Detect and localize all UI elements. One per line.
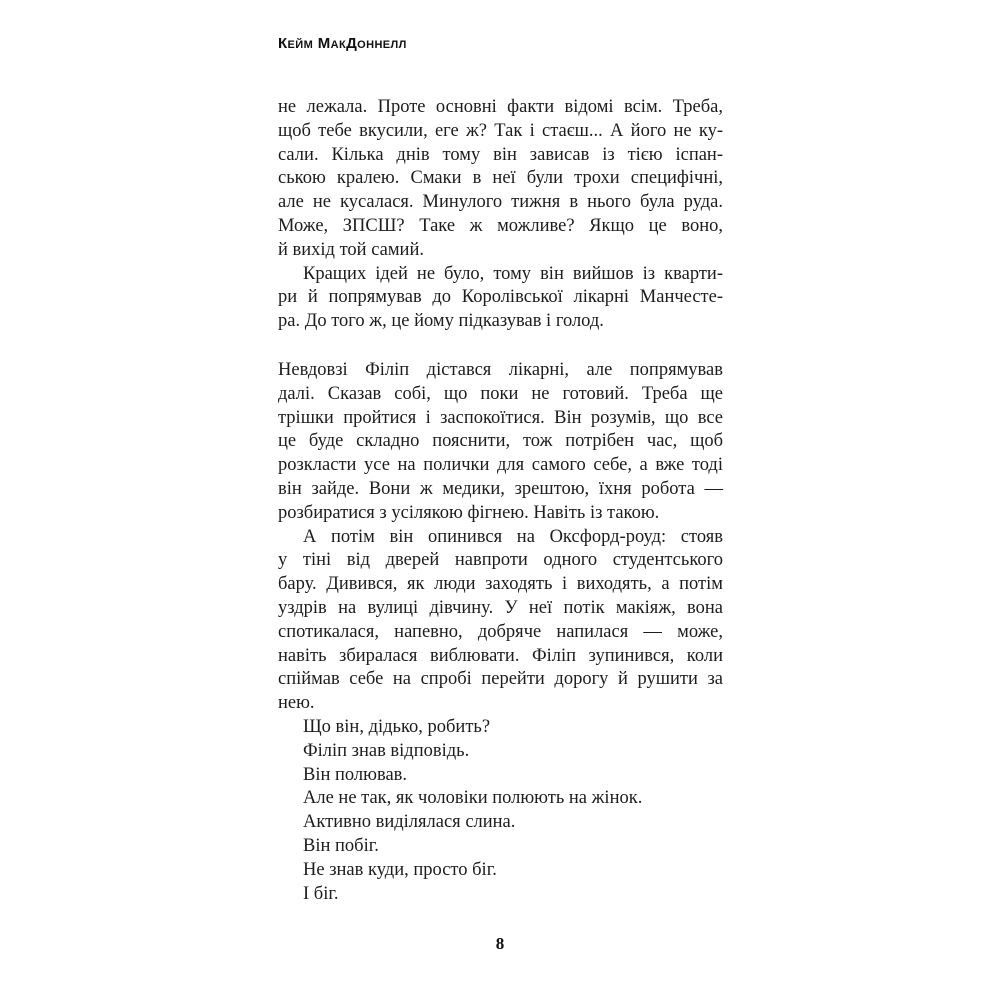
text-line: щоб тебе вкусили, еге ж? Так і стаєш... А його не ку- xyxy=(278,120,723,141)
text-line: Філіп знав відповідь. xyxy=(303,740,470,761)
text-line: Що він, дідько, робить? xyxy=(303,716,491,737)
text-line: ською кралею. Смаки в неї були трохи специфічні, xyxy=(278,168,723,189)
text-line: І біг. xyxy=(303,883,339,904)
text-line: сали. Кілька днів тому він зависав із тією іспан- xyxy=(278,144,723,165)
text-line: трішки пройтися і заспокоїтися. Він розумів, що все xyxy=(278,407,723,428)
page-number: 8 xyxy=(495,934,505,953)
text-line: бару. Дивився, як люди заходять і виходять, а потім xyxy=(278,574,723,595)
text-line: але не кусалася. Минулого тижня в нього була руда. xyxy=(278,192,723,213)
text-line: ра. До того ж, це йому підказував і голод. xyxy=(278,311,604,332)
text-line: Він полював. xyxy=(303,764,408,785)
text-line: не лежала. Проте основні факти відомі всім. Треба, xyxy=(278,97,723,117)
text-line: Невдовзі Філіп дістався лікарні, але попрямував xyxy=(278,359,723,380)
text-line: навіть збиралася виблювати. Філіп зупинився, коли xyxy=(278,645,723,666)
text-line: й вихід той самий. xyxy=(278,239,424,260)
text-line: нею. xyxy=(278,693,315,714)
text-line: розкласти усе на полички для самого себе, а вже тоді xyxy=(278,455,723,476)
text-line: він зайде. Вони ж медики, зрештою, їхня робота — xyxy=(278,478,723,499)
text-line: спотикалася, напевно, добряче напилася — може, xyxy=(278,621,723,642)
text-line: уздрів на вулиці дівчину. У неї потік макіяж, вона xyxy=(278,597,723,618)
text-line: Кращих ідей не було, тому він вийшов із кварти- xyxy=(303,263,723,284)
text-line: А потім він опинився на Оксфорд-роуд: стояв xyxy=(303,526,723,547)
text-line: Активно виділялася слина. xyxy=(303,812,516,833)
text-line: Не знав куди, просто біг. xyxy=(303,859,497,880)
text-line: Може, ЗПСШ? Таке ж можливе? Якщо це воно, xyxy=(278,215,723,236)
text-line: далі. Сказав собі, що поки не готовий. Треба ще xyxy=(278,383,723,404)
body-text-block xyxy=(278,96,723,906)
text-line: ри й попрямував до Королівської лікарні Манчесте- xyxy=(278,287,723,308)
running-header-author: Кейм МакДоннелл xyxy=(278,35,407,52)
text-line: Але не так, як чоловіки полюють на жінок. xyxy=(303,788,643,809)
text-line: спіймав себе на спробі перейти дорогу й рушити за xyxy=(278,669,723,690)
text-line: Він побіг. xyxy=(303,835,379,856)
text-line: це буде складно пояснити, тож потрібен час, щоб xyxy=(278,431,723,452)
text-line: розбиратися з усілякою фігнею. Навіть із такою. xyxy=(278,502,660,523)
text-line: у тіні від дверей навпроти одного студентського xyxy=(278,550,723,571)
